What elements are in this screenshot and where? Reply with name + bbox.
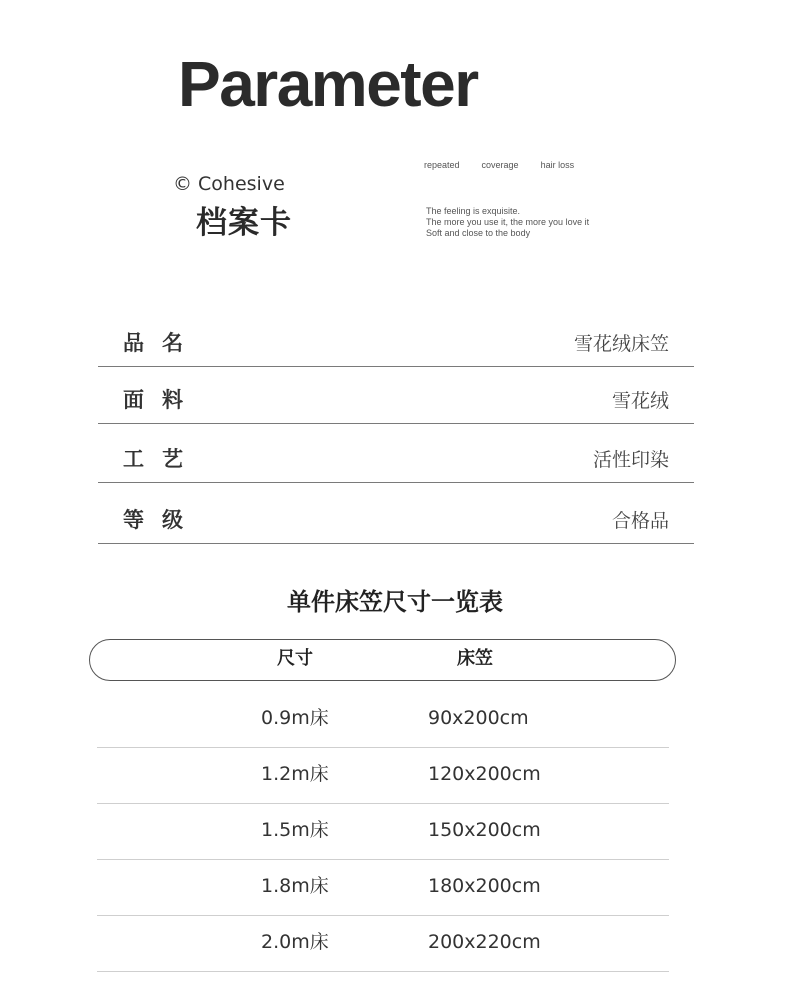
table-row [97, 747, 669, 804]
bed-size: 1.2m床 [261, 763, 329, 785]
sheet-size: 120x200cm [428, 763, 541, 785]
tag-repeated: repeated [424, 160, 460, 170]
size-table-title: 单件床笠尺寸一览表 [287, 588, 503, 616]
param-value: 活性印染 [592, 449, 669, 471]
param-value: 雪花绒 [611, 390, 669, 412]
feeling-line: The feeling is exquisite. [426, 206, 521, 216]
param-row-grade [98, 482, 694, 544]
column-header-fitted-sheet: 床笠 [457, 648, 493, 669]
card-title: 档案卡 [196, 205, 292, 241]
param-label: 品名 [123, 331, 201, 355]
param-label: 工艺 [123, 447, 201, 471]
feeling-line: The more you use it, the more you love it [426, 217, 590, 227]
sheet-size: 150x200cm [428, 819, 541, 841]
brand-name: © Cohesive [173, 173, 285, 195]
table-row [97, 803, 669, 860]
table-row [97, 915, 669, 972]
size-table-header [89, 639, 676, 681]
bed-size: 1.8m床 [261, 875, 329, 897]
param-row-product-name [98, 318, 694, 367]
bed-size: 1.5m床 [261, 819, 329, 841]
bed-size: 0.9m床 [261, 707, 329, 729]
param-value: 合格品 [611, 510, 669, 532]
sheet-size: 90x200cm [428, 707, 529, 729]
param-value: 雪花绒床笠 [573, 333, 669, 355]
table-row [97, 859, 669, 916]
feeling-line: Soft and close to the body [426, 228, 531, 238]
param-label: 等级 [123, 508, 201, 532]
feeling-text [426, 206, 589, 239]
param-label: 面料 [123, 388, 201, 412]
sheet-size: 200x220cm [428, 931, 541, 953]
tag-hair-loss: hair loss [540, 160, 575, 170]
sheet-size: 180x200cm [428, 875, 541, 897]
param-row-process [98, 423, 694, 483]
feature-tags [424, 161, 574, 170]
param-row-fabric [98, 366, 694, 424]
table-row [97, 691, 669, 748]
tag-coverage: coverage [481, 160, 519, 170]
page-title: Parameter [178, 48, 478, 120]
bed-size: 2.0m床 [261, 931, 329, 953]
column-header-size: 尺寸 [277, 648, 313, 669]
